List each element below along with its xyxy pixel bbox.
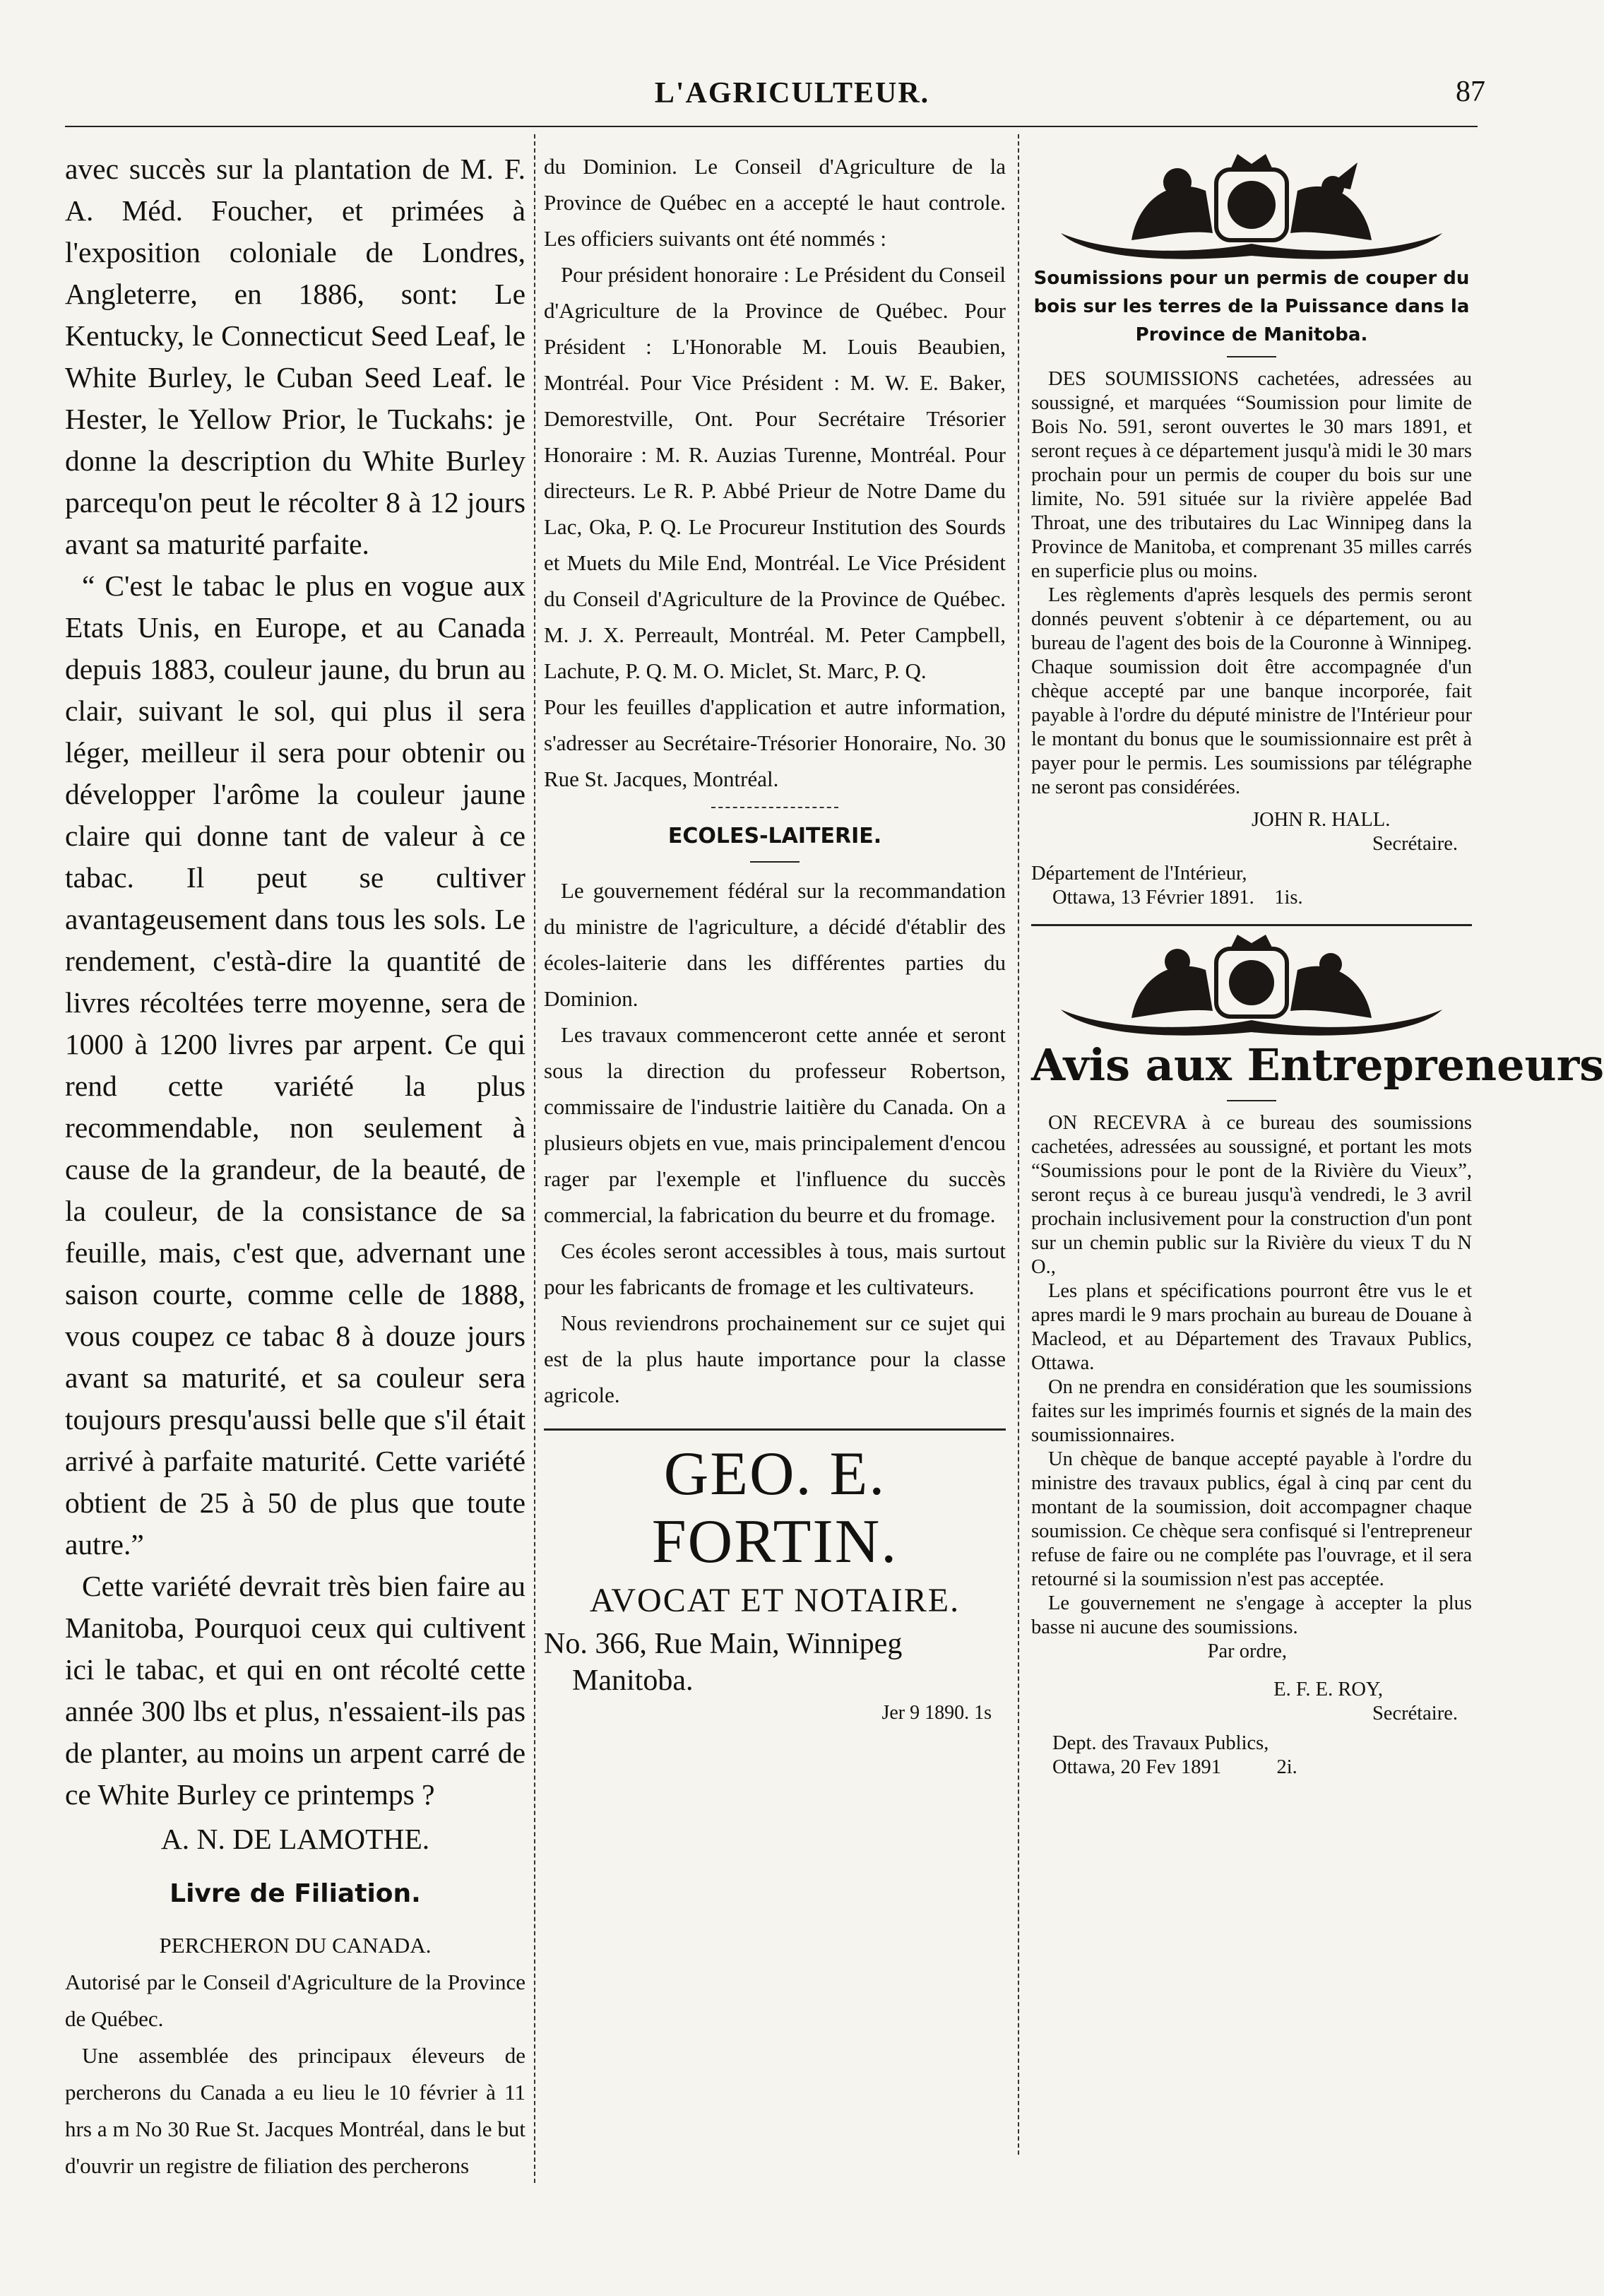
notice-date: Ottawa, 20 Fev 1891 (1052, 1756, 1222, 1778)
column-divider-2 (1018, 134, 1019, 2155)
column-3 (1031, 148, 1604, 1780)
notice-wood-permit-paragraph-1: DES SOUMISSIONS cachetées, adressées au soussigné, et marquées “Soumission pour limite de Bois No. 591, seront ouvertes le 30 mars 1891, et seront reçues à ce département jusqu'à midi le 30 mars prochain pour un permis de couper du bois sur une limite, No. 591 située sur la rivière appelée Bad Throat, une des tributaires du Lac Winnipeg dans la Province de Manitoba, et comprenant 35 milles carrés en superficie plus ou moins. (1031, 368, 1472, 582)
page-header-title: L'AGRICULTEUR. (654, 77, 930, 110)
advertiser-name: GEO. E. FORTIN. (651, 1440, 898, 1576)
notice-avis-paragraph-4: Un chèque de banque accepté payable à l'ordre du ministre des travaux publics, égal à cinq par cent du montant de la soumission, doit accompagner chaque soumission. Ce chèque sera confisqué si l'entrepreneur refuse de faire ou ne compléte pas l'ouvrage, et il sera retourné si la soumission n'est pas acceptée. (1031, 1448, 1472, 1590)
advertiser-profession: AVOCAT ET NOTAIRE. (589, 1582, 961, 1619)
ad-top-rule (544, 1428, 1006, 1431)
tobacco-paragraph-3: Cette variété devrait très bien faire au Manitoba, Pourquoi ceux qui cultivent ici le tabac, et qui en ont récolté cette année 300 lbs et plus, n'essaient-ils pas de planter, au moins un arpent carré de ce White Burley ce printemps ? (65, 1570, 525, 1811)
column-1 (65, 148, 525, 2184)
notice-wood-permit-title: Soumissions pour un permis de couper du bois sur les terres de la Puissance dans la Province de Manitoba. (1033, 268, 1470, 345)
ecoles-laiterie-title: ECOLES-LAITERIE. (667, 824, 882, 848)
signature-john-r-hall: JOHN R. HALL. (1252, 809, 1391, 831)
section-subtitle: PERCHERON DU CANADA. (159, 1933, 432, 1958)
title-rule (750, 861, 800, 863)
notice-department: Département de l'Intérieur, (1031, 863, 1247, 884)
column-divider-1 (534, 134, 535, 2183)
royal-coat-of-arms-icon (1054, 932, 1449, 1038)
ecoles-paragraph-2: Les travaux commenceront cette année et seront sous la direction du professeur Robertson, commissaire de l'industrie laitière du Canada. On a plusieurs objets en vue, mais principalement d'encou rager par l'exemple et l'influence du succès commercial, la fabrication du beurre et du fromage. (544, 1022, 1006, 1227)
signature-title: Secrétaire. (1372, 833, 1458, 855)
application-info: Pour les feuilles d'application et autre information, s'adresser au Secrétaire-Trésorier Honoraire, No. 30 Rue St. Jacques, Montréal. (544, 694, 1006, 791)
notice-date-line (1031, 1756, 1472, 1780)
title-rule (1227, 1100, 1276, 1101)
signature-title: Secrétaire. (1372, 1703, 1458, 1724)
notice-code: 1is. (1274, 887, 1303, 909)
page-number: 87 (1456, 76, 1485, 108)
notice-date: Ottawa, 13 Février 1891. (1052, 887, 1254, 909)
notice-code: 2i. (1276, 1756, 1297, 1778)
advertiser-city: Manitoba. (572, 1664, 694, 1697)
ecoles-paragraph-4: Nous reviendrons prochainement sur ce sujet qui est de la plus haute importance pour la classe agricole. (544, 1310, 1006, 1407)
notice-avis-paragraph-2: Les plans et spécifications pourront être vus le et apres mardi le 9 mars prochain au bureau de Douane à Macleod, et au Département des Travaux Publics, Ottawa. (1031, 1280, 1472, 1374)
ecoles-paragraph-3: Ces écoles seront accessibles à tous, mais surtout pour les fabricants de fromage et les cultivateurs. (544, 1238, 1006, 1299)
notice-wood-permit-paragraph-2: Les règlements d'après lesquels des permis seront donnés peuvent s'obtenir à ce département, ou au bureau de l'agent des bois de la Couronne à Winnipeg. Chaque soumission doit être accompagnée d'un chèque accepté par une banque incorporée, fait payable à l'ordre du député ministre de l'Intérieur pour le montant du bonus que le soumissionnaire est prêt à payer pour le permis. Les soumissions par télégraphe ne seront pas considérées. (1031, 584, 1472, 798)
title-rule (1227, 356, 1276, 357)
notice-avis-paragraph-3: On ne prendra en considération que les soumissions faites sur les imprimés fournis et signés de la main des soumissionnaires. (1031, 1376, 1472, 1446)
signature-e-f-e-roy: E. F. E. ROY, (1273, 1679, 1383, 1700)
notice-separator (1031, 924, 1472, 926)
tobacco-quote-paragraph: “ C'est le tabac le plus en vogue aux Etats Unis, en Europe, et au Canada depuis 1883, couleur jaune, du brun au clair, suivant le sol, qui plus il sera léger, meilleur il sera pour obtenir ou développer l'arôme la couleur jaune claire qui donne tant de valeur à ce tabac. Il peut se cultiver avantageusement dans tous les sols. Le rendement, c'està-dire la quantité de livres récoltées terre moyenne, sera de 1000 à 1200 livres par arpent. Ce qui rend cette variété la plus recommendable, non seulement à cause de la grandeur, de la beauté, de la couleur, de la consistance de sa feuille, mais, c'est que, advernant une saison courte, comme celle de 1888, vous coupez ce tabac 8 à douze jours avant sa maturité, et sa couleur sera toujours presqu'aussi belle que s'il était arrivé à parfaite maturité. Cette variété obtient de 25 à 50 de plus que toute autre.” (65, 569, 525, 1561)
notice-avis-title: Avis aux Entrepreneurs (1031, 1039, 1604, 1091)
advertiser-address: No. 366, Rue Main, Winnipeg (544, 1628, 903, 1660)
notice-order: Par ordre, (1207, 1640, 1287, 1662)
section-title-livre-de-filiation: Livre de Filiation. (170, 1879, 421, 1908)
officers-list: Pour président honoraire : Le Président du Conseil d'Agriculture de la Province de Québec. Pour Président : L'Honorable M. Louis Beaubien, Montréal. Pour Vice Président : M. W. E. Baker, Demorestville, Ont. Pour Secrétaire Trésorier Honoraire : M. R. Auzias Turenne, Montréal. Pour directeurs. Le R. P. Abbé Prieur de Notre Dame du Lac, Oka, P. Q. Le Procureur Institution des Sourds et Muets du Mile End, Montréal. Le Vice Président du Conseil d'Agriculture de la Province de Québec. M. J. X. Perreault, Montréal. M. Peter Campbell, Lachute, P. Q. M. O. Miclet, St. Marc, P. Q. (544, 262, 1006, 683)
royal-coat-of-arms-icon (1054, 148, 1449, 261)
filiation-paragraph: Une assemblée des principaux éleveurs de percherons du Canada a eu lieu le 10 février à 11 hrs a m No 30 Rue St. Jacques Montréal, dans le but d'ouvrir un registre de filiation des percherons (65, 2043, 525, 2178)
separator (711, 807, 838, 808)
column-2 (544, 148, 1006, 1727)
author-signature: A. N. DE LAMOTHE. (160, 1823, 430, 1855)
notice-department: Dept. des Travaux Publics, (1052, 1732, 1269, 1754)
header-rule (65, 126, 1478, 127)
filiation-authorization: Autorisé par le Conseil d'Agriculture de la Province de Québec. (65, 1970, 525, 2031)
notice-avis-paragraph-1: ON RECEVRA à ce bureau des soumissions cachetées, adressées au soussigné, et portant les mots “Soumissions pour le pont de la Rivière du Vieux”, seront reçus à ce bureau jusqu'à vendredi, le 3 avril prochain inclusivement pour la construction d'un pont sur un chemin public sur la Rivière du vieux T du N O., (1031, 1112, 1472, 1278)
notice-avis-paragraph-5: Le gouvernement ne s'engage à accepter la plus basse ni aucune des soumissions. (1031, 1592, 1472, 1638)
ecoles-paragraph-1: Le gouvernement fédéral sur la recommandation du ministre de l'agriculture, a décidé d'établir des écoles-laiterie dans les différentes parties du Dominion. (544, 878, 1006, 1011)
filiation-continued: du Dominion. Le Conseil d'Agriculture de la Province de Québec en a accepté le haut controle. Les officiers suivants ont été nommés : (544, 154, 1006, 251)
advertiser-date: Jer 9 1890. 1s (881, 1702, 992, 1724)
tobacco-paragraph-1: avec succès sur la plantation de M. F. A. Méd. Foucher, et primées à l'exposition coloniale de Londres, Angleterre, en 1886, sont: Le Kentucky, le Connecticut Seed Leaf, le White Burley, le Cuban Seed Leaf. le Hester, le Yellow Prior, le Tuckahs: je donne la description du White Burley parcequ'on peut le récolter 8 à 12 jours avant sa maturité parfaite. (65, 153, 525, 560)
notice-date-line (1031, 886, 1472, 910)
